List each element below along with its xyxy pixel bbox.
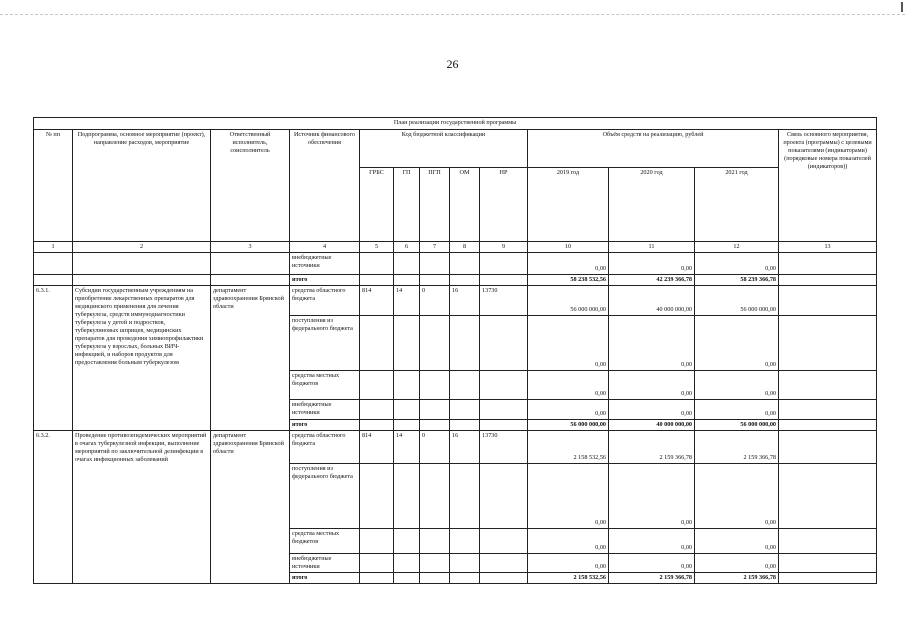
scan-artifact-line <box>0 14 905 15</box>
source-cell: средства областного бюджета <box>290 431 360 464</box>
column-number: 13 <box>779 242 877 253</box>
np-cell <box>480 554 528 573</box>
om-cell <box>450 371 480 400</box>
measure-executor: департамент здравоохранения Брянской области <box>211 286 290 431</box>
value-2019: 0,00 <box>528 529 609 554</box>
executor-cell <box>211 253 290 275</box>
pgp-cell <box>420 400 450 420</box>
code-cell <box>360 275 394 286</box>
measure-name: Субсидии государственным учреждениям на приобретение лекарственных препаратов для медицинского применения для лечения туберкулеза, средств иммунодиагностики туберкулеза у детей и подростков, туберкулиновых шприцев, медицинских препаратов для проведения химиопрофилактики туберкулеза у взрослых, больных ВИЧ-инфекцией, и наборов продуктов для предоставления больным туберкулезом <box>73 286 211 431</box>
value-2019: 2 158 532,56 <box>528 573 609 584</box>
link-cell <box>779 286 877 316</box>
value-2019: 0,00 <box>528 400 609 420</box>
om-cell <box>450 554 480 573</box>
value-2019: 56 000 000,00 <box>528 286 609 316</box>
value-2020: 0,00 <box>609 253 695 275</box>
column-number-row <box>34 242 877 253</box>
column-number: 1 <box>34 242 73 253</box>
source-cell: итого <box>290 573 360 584</box>
header-year-2019: 2019 год <box>528 168 609 242</box>
column-number: 11 <box>609 242 695 253</box>
pgp-cell <box>420 371 450 400</box>
no-cell <box>34 253 73 275</box>
header-year-2020: 2020 год <box>609 168 695 242</box>
value-2019: 2 158 532,56 <box>528 431 609 464</box>
code-cell <box>480 253 528 275</box>
value-2020: 0,00 <box>609 464 695 529</box>
measure-executor: департамент здравоохранения Брянской области <box>211 431 290 584</box>
pgp-cell <box>420 420 450 431</box>
column-number: 4 <box>290 242 360 253</box>
value-2020: 0,00 <box>609 554 695 573</box>
header-om: ОМ <box>450 168 480 242</box>
om-cell <box>450 573 480 584</box>
gp-cell <box>394 554 420 573</box>
link-cell <box>779 554 877 573</box>
np-cell: 13730 <box>480 286 528 316</box>
link-cell <box>779 529 877 554</box>
link-cell <box>779 371 877 400</box>
header-no: № пп <box>34 130 73 242</box>
source-cell: средства местных бюджетов <box>290 371 360 400</box>
name-cell <box>73 253 211 275</box>
grbs-cell <box>360 420 394 431</box>
value-2019: 0,00 <box>528 554 609 573</box>
gp-cell <box>394 371 420 400</box>
value-2019: 0,00 <box>528 464 609 529</box>
source-cell: средства местных бюджетов <box>290 529 360 554</box>
pgp-cell: 0 <box>420 431 450 464</box>
value-2021: 0,00 <box>695 400 779 420</box>
column-number: 7 <box>420 242 450 253</box>
grbs-cell <box>360 316 394 371</box>
pgp-cell <box>420 554 450 573</box>
code-cell <box>450 275 480 286</box>
source-cell: средства областного бюджета <box>290 286 360 316</box>
source-cell: итого <box>290 420 360 431</box>
header-source: Источник финансового обеспечения <box>290 130 360 242</box>
column-number: 9 <box>480 242 528 253</box>
value-2020: 40 000 000,00 <box>609 420 695 431</box>
value-2021: 0,00 <box>695 554 779 573</box>
gp-cell <box>394 420 420 431</box>
source-cell: итого <box>290 275 360 286</box>
page-number: 26 <box>446 57 459 71</box>
link-cell <box>779 400 877 420</box>
column-number: 3 <box>211 242 290 253</box>
value-2020: 0,00 <box>609 316 695 371</box>
value-2020: 2 159 366,78 <box>609 573 695 584</box>
np-cell <box>480 371 528 400</box>
np-cell <box>480 464 528 529</box>
gp-cell: 14 <box>394 286 420 316</box>
grbs-cell <box>360 464 394 529</box>
code-cell <box>394 275 420 286</box>
grbs-cell: 814 <box>360 431 394 464</box>
value-2019: 0,00 <box>528 371 609 400</box>
source-cell: поступления из федерального бюджета <box>290 316 360 371</box>
value-2019: 0,00 <box>528 316 609 371</box>
value-2021: 2 159 366,78 <box>695 431 779 464</box>
link-cell <box>779 431 877 464</box>
value-2021: 0,00 <box>695 253 779 275</box>
executor-cell <box>211 275 290 286</box>
value-2021: 0,00 <box>695 371 779 400</box>
program-plan-table <box>33 117 877 584</box>
table-row <box>34 286 877 316</box>
code-cell <box>480 275 528 286</box>
header-year-2021: 2021 год <box>695 168 779 242</box>
link-cell <box>779 464 877 529</box>
source-cell: внебюджетные источники <box>290 253 360 275</box>
om-cell <box>450 529 480 554</box>
value-2021: 0,00 <box>695 464 779 529</box>
link-cell <box>779 573 877 584</box>
gp-cell <box>394 316 420 371</box>
table-header-row <box>34 130 877 168</box>
table-row <box>34 275 877 286</box>
measure-number: 6.3.1. <box>34 286 73 431</box>
header-volume: Объём средств на реализацию, рублей <box>528 130 779 168</box>
header-subprogram: Подпрограмма, основное мероприятие (проект), направление расходов, мероприятие <box>73 130 211 242</box>
measure-number: 6.3.2. <box>34 431 73 584</box>
gp-cell <box>394 464 420 529</box>
no-cell <box>34 275 73 286</box>
scan-artifact-mark <box>901 2 903 12</box>
grbs-cell <box>360 529 394 554</box>
column-number: 2 <box>73 242 211 253</box>
om-cell: 16 <box>450 286 480 316</box>
source-cell: внебюджетные источники <box>290 400 360 420</box>
table-row <box>34 253 877 275</box>
value-2021: 56 000 000,00 <box>695 420 779 431</box>
np-cell <box>480 420 528 431</box>
header-np: НР <box>480 168 528 242</box>
pgp-cell <box>420 316 450 371</box>
column-number: 10 <box>528 242 609 253</box>
pgp-cell: 0 <box>420 286 450 316</box>
plan-header: План реализации государственной программы <box>34 118 877 130</box>
pgp-cell <box>420 464 450 529</box>
value-2019: 0,00 <box>528 253 609 275</box>
value-2019: 56 000 000,00 <box>528 420 609 431</box>
header-link: Связь основного мероприятия, проекта (программы) с целевыми показателями (индикаторами) (порядковые номера показателей (индикаторов)) <box>779 130 877 242</box>
column-number: 6 <box>394 242 420 253</box>
gp-cell <box>394 573 420 584</box>
value-2021: 0,00 <box>695 316 779 371</box>
code-cell <box>394 253 420 275</box>
header-pgp: ПГП <box>420 168 450 242</box>
code-cell <box>420 275 450 286</box>
code-cell <box>420 253 450 275</box>
grbs-cell <box>360 371 394 400</box>
np-cell <box>480 573 528 584</box>
value-2020: 0,00 <box>609 529 695 554</box>
link-cell <box>779 420 877 431</box>
table-row <box>34 431 877 464</box>
source-cell: поступления из федерального бюджета <box>290 464 360 529</box>
value-2020: 0,00 <box>609 371 695 400</box>
np-cell <box>480 400 528 420</box>
om-cell <box>450 400 480 420</box>
column-number: 5 <box>360 242 394 253</box>
gp-cell <box>394 400 420 420</box>
value-2020: 0,00 <box>609 400 695 420</box>
code-cell <box>450 253 480 275</box>
value-2019: 58 238 532,56 <box>528 275 609 286</box>
column-number: 8 <box>450 242 480 253</box>
value-2020: 2 159 366,78 <box>609 431 695 464</box>
pgp-cell <box>420 529 450 554</box>
table-title-row <box>34 118 877 130</box>
grbs-cell <box>360 573 394 584</box>
om-cell: 16 <box>450 431 480 464</box>
header-grbs: ГРБС <box>360 168 394 242</box>
om-cell <box>450 464 480 529</box>
link-cell <box>779 275 877 286</box>
grbs-cell <box>360 400 394 420</box>
measure-name: Проведение противоэпидемических мероприятий в очагах туберкулезной инфекции, выполнение мероприятий по заключительной дезинфекции в очагах инфекционных заболеваний <box>73 431 211 584</box>
value-2021: 0,00 <box>695 529 779 554</box>
grbs-cell: 814 <box>360 286 394 316</box>
om-cell <box>450 316 480 371</box>
value-2021: 56 000 000,00 <box>695 286 779 316</box>
header-budget-code: Код бюджетной классификации <box>360 130 528 168</box>
grbs-cell <box>360 554 394 573</box>
link-cell <box>779 253 877 275</box>
value-2020: 42 239 366,78 <box>609 275 695 286</box>
gp-cell: 14 <box>394 431 420 464</box>
name-cell <box>73 275 211 286</box>
link-cell <box>779 316 877 371</box>
source-cell: внебюджетные источники <box>290 554 360 573</box>
header-gp: ГП <box>394 168 420 242</box>
value-2021: 58 239 366,78 <box>695 275 779 286</box>
np-cell: 13730 <box>480 431 528 464</box>
om-cell <box>450 420 480 431</box>
gp-cell <box>394 529 420 554</box>
value-2020: 40 000 000,00 <box>609 286 695 316</box>
np-cell <box>480 316 528 371</box>
value-2021: 2 159 366,78 <box>695 573 779 584</box>
pgp-cell <box>420 573 450 584</box>
header-executor: Ответственный исполнитель, соисполнитель <box>211 130 290 242</box>
code-cell <box>360 253 394 275</box>
np-cell <box>480 529 528 554</box>
column-number: 12 <box>695 242 779 253</box>
